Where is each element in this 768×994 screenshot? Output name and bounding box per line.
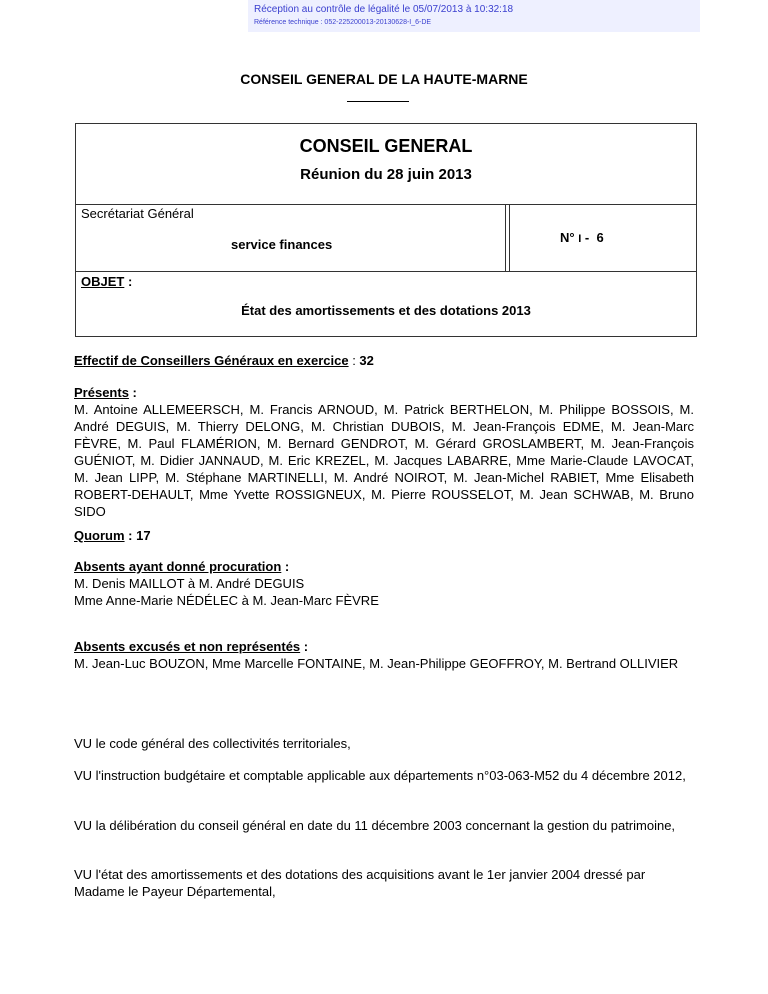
box-title: CONSEIL GENERAL (299, 136, 473, 156)
excuses-heading (74, 638, 694, 655)
quorum-line (74, 527, 694, 544)
box-divider-vertical-inner (509, 204, 510, 271)
department-label: Secrétariat Général (81, 206, 194, 221)
quorum-label: Quorum (74, 528, 125, 543)
number-value: 6 (596, 230, 604, 245)
vu-paragraph: VU l'instruction budgétaire et comptable applicable aux départements n°03-063-M52 du 4 décembre 2012, (74, 768, 686, 783)
effectif-value: 32 (359, 353, 374, 368)
procuration-label: Absents ayant donné procuration (74, 559, 282, 574)
objet-colon: : (124, 274, 133, 289)
number-prefix: N° (560, 230, 575, 245)
deliberation-number (560, 230, 604, 245)
stamp-reference-line: Référence technique : 052-225200013-20130628-I_6-DE (254, 19, 432, 26)
presents-heading (74, 384, 694, 401)
service-label: service finances (231, 237, 333, 252)
procuration-item: M. Denis MAILLOT à M. André DEGUIS (74, 576, 305, 591)
legality-stamp (248, 0, 700, 32)
quorum-sep: : (124, 528, 137, 543)
box-divider-bottom (76, 271, 696, 272)
excuses-label: Absents excusés et non représentés (74, 639, 301, 654)
effectif-sep: : (348, 353, 360, 368)
org-title: CONSEIL GENERAL DE LA HAUTE-MARNE (240, 71, 528, 87)
number-separator: - (584, 230, 590, 245)
objet-text: État des amortissements et des dotations 2013 (241, 303, 531, 318)
procuration-heading (74, 558, 694, 575)
effectif-label: Effectif de Conseillers Généraux en exercice (74, 353, 349, 368)
presents-list: M. Antoine ALLEMEERSCH, M. Francis ARNOUD, M. Patrick BERTHELON, M. Philippe BOSSOIS, M. André DEGUIS, M. Thierry DELONG, M. Christian DUBOIS, M. Jean-François EDME, M. Jean-Marc FÈVRE, M. Paul FLAMÉRION, M. Bernard GENDROT, M. Gérard GROSLAMBERT, M. Jean-François GUÉNIOT, M. Didier JANNAUD, M. Eric KREZEL, M. Jacques LABARRE, Mme Marie-Claude LAVOCAT, M. Jean LIPP, M. Stéphane MARTINELLI, M. André NOIROT, M. Jean-Michel RABIET, Mme Elisabeth ROBERT-DEHAULT, Mme Yvette ROSSIGNEUX, M. Pierre ROUSSELOT, M. Jean SCHWAB, M. Bruno SIDO (74, 402, 694, 519)
box-divider-top (76, 204, 696, 205)
effectif-line (74, 352, 694, 369)
presents-colon: : (128, 385, 137, 400)
vu-paragraph: VU le code général des collectivités territoriales, (74, 736, 351, 751)
meeting-date: Réunion du 28 juin 2013 (300, 166, 472, 183)
presents-label: Présents (74, 385, 129, 400)
objet-heading (81, 274, 132, 289)
stamp-reception-line: Réception au contrôle de légalité le 05/07/2013 à 10:32:18 (254, 4, 514, 15)
number-roman: I (578, 233, 582, 245)
excuses-colon: : (300, 639, 309, 654)
procuration-item: Mme Anne-Marie NÉDÉLEC à M. Jean-Marc FÈVRE (74, 593, 379, 608)
deliberation-header-box (75, 123, 697, 337)
objet-label: OBJET (81, 274, 125, 289)
title-underline-divider (347, 101, 409, 102)
vu-paragraph: VU l'état des amortissements et des dotations des acquisitions avant le 1er janvier 2004 dressé par Madame le Payeur Départemental, (74, 867, 646, 899)
vu-paragraph: VU la délibération du conseil général en date du 11 décembre 2003 concernant la gestion du patrimoine, (74, 818, 676, 833)
box-divider-vertical (505, 204, 506, 271)
quorum-value: 17 (136, 528, 151, 543)
procuration-colon: : (281, 559, 290, 574)
excuses-list: M. Jean-Luc BOUZON, Mme Marcelle FONTAINE, M. Jean-Philippe GEOFFROY, M. Bertrand OLLIVIER (74, 656, 679, 671)
